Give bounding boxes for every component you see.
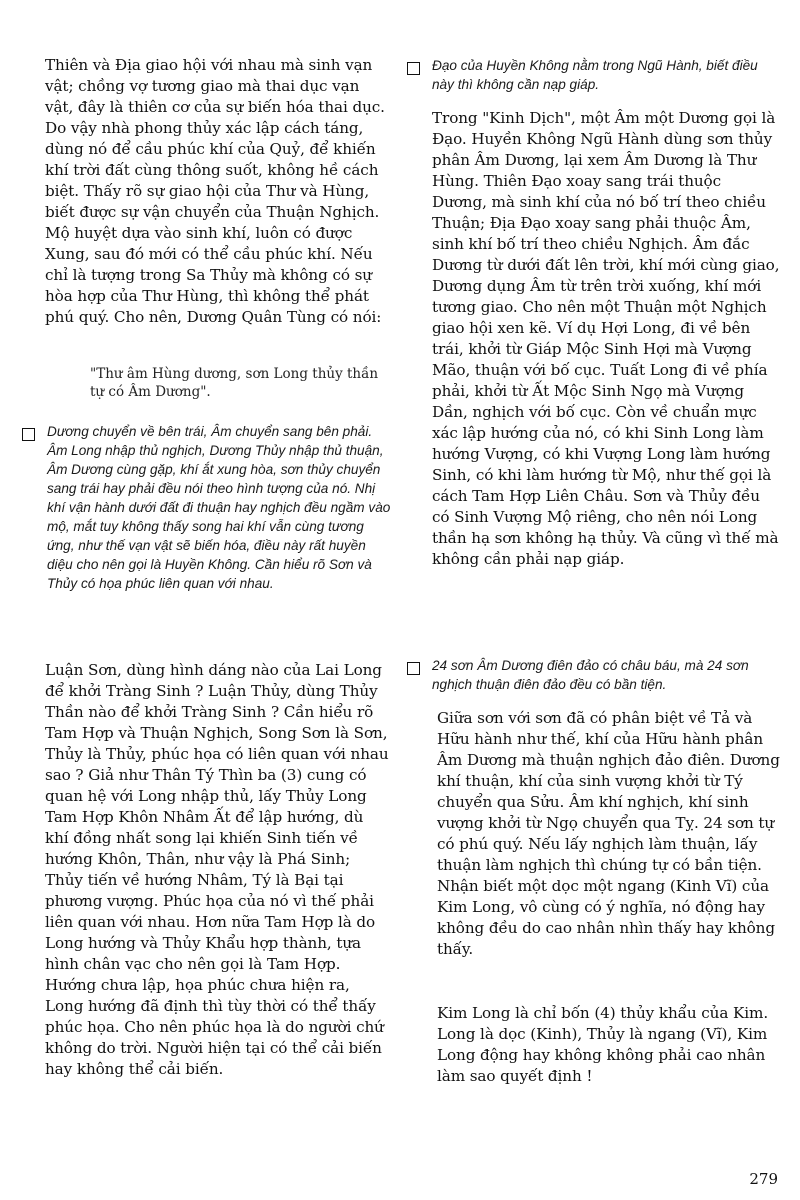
paragraph-luan-son: Luận Sơn, dùng hình dáng nào của Lai Long để khởi Tràng Sinh ? Luận Thủy, dùng Thủy Thần nào để khởi Tràng Sinh ? Cần hiểu rõ Tam Hợp và Thuận Nghịch, Song Sơn là Sơn, Thủy là Thủy, phúc họa có liên quan với nhau sao ? Giả như Thân Tý Thìn ba (3) cung có quan hệ với Long nhập thủ, lấy Thủy Long Tam Hợp Khôn Nhâm Ất để lập hướng, dù khí đồng nhất song lại khiến Sinh tiến về hướng Khôn, Thân, như vậy là Phá Sinh; Thủy tiến về hướng Nhâm, Tý là Bại tại phương vượng. Phúc họa của nó vì thế phải liên quan với nhau. Hơn nữa Tam Hợp là do Long hướng và Thủy Khẩu hợp thành, tựa hình chân vạc cho nên gọi là Tam Hợp. Hướng chưa lập, họa phúc chưa hiện ra, Long hướng đã định thì tùy thời có thể thấy phúc họa. Cho nên phúc họa là do người chứ không do trời. Người hiện tại có thể cải biến hay không thể cải biến. [45,661,389,1078]
paragraph-kim-long: Kim Long là chỉ bốn (4) thủy khẩu của Kim. Long là dọc (Kinh), Thủy là ngang (Vĩ), Kim Long động hay không không phải cao nhân làm sao quyết định ! [437,1004,769,1085]
page-number: 279 [749,1170,778,1188]
note-huyen-khong: Đạo của Huyền Không nằm trong Ngũ Hành, biết điều này thì không cần nạp giáp. [432,58,758,92]
checkbox-bullet-icon [407,662,420,675]
paragraph-giua-son: Giữa sơn với sơn đã có phân biệt về Tả và Hữu hành như thế, khí của Hữu hành phân Âm Dương mà thuận nghịch đảo điên. Dương khí thuận, khí của sinh vượng khởi từ Tý chuyển qua Sửu. Âm khí nghịch, khí sinh vượng khởi từ Ngọ chuyển qua Tỵ. 24 sơn tự có phú quý. Nếu lấy nghịch làm thuận, lấy thuận làm nghịch thì chúng tự có bần tiện. Nhận biết một dọc một ngang (Kinh Vĩ) của Kim Long, vô cùng có ý nghĩa, nó động hay không đều do cao nhân nhìn thấy hay không thấy. [437,709,780,958]
paragraph-thien-dia: Thiên và Địa giao hội với nhau mà sinh vạn vật; chồng vợ tương giao mà thai dục vạn vật, đây là thiên cơ của sự biến hóa thai dục. Do vậy nhà phong thủy xác lập cách táng, dùng nó để cầu phúc khí của Quỷ, để khiến khí trời đất cùng thông suốt, không hề cách biệt. Thấy rõ sự giao hội của Thư và Hùng, biết được sự vận chuyển của Thuận Nghịch. Mộ huyệt dựa vào sinh khí, luôn có được Xung, sau đó mới có thể cầu phúc khí. Nếu chỉ là tượng trong Sa Thủy mà không có sự hòa hợp của Thư Hùng, thì không thể phát phú quý. Cho nên, Dương Quân Tùng có nói: [45,56,385,326]
note-24-son: 24 sơn Âm Dương điên đảo có châu báu, mà 24 sơn nghịch thuận điên đảo đều có bần tiện. [432,658,749,692]
note-duong-chuyen: Dương chuyển về bên trái, Âm chuyển sang bên phải. Âm Long nhập thủ nghịch, Dương Thủy nhập thủ thuận, Âm Dương cùng gặp, khí ắt xung hòa, sơn thủy chuyển sang trái hay phải đều nói theo hình tượng của nó. Nhị khí vận hành dưới đất đi thuận hay nghịch đều ngầm vào mộ, mắt tuy không thấy song hai khí vẫn cùng tương ứng, như thế vạn vật sẽ biến hóa, điều này rất huyền diệu cho nên gọi là Huyền Không. Cần hiểu rõ Sơn và Thủy có họa phúc liên quan với nhau. [47,424,391,591]
checkbox-bullet-icon [407,62,420,75]
checkbox-bullet-icon [22,428,35,441]
quote-duong-quan-tung: "Thư âm Hùng dương, sơn Long thủy thần tự có Âm Dương". [90,366,379,400]
paragraph-kinh-dich: Trong "Kinh Dịch", một Âm một Dương gọi là Đạo. Huyền Không Ngũ Hành dùng sơn thủy phân Âm Dương, lại xem Âm Dương là Thư Hùng. Thiên Đạo xoay sang trái thuộc Dương, mà sinh khí của nó bố trí theo chiều Thuận; Địa Đạo xoay sang phải thuộc Âm, sinh khí bố trí theo chiều Nghịch. Âm đắc Dương từ dưới đất lên trời, khí mới cùng giao, Dương dụng Âm từ trên trời xuống, khí mới tương giao. Cho nên một Thuận một Nghịch giao hội xen kẽ. Ví dụ Hợi Long, đi về bên trái, khởi từ Giáp Mộc Sinh Hợi mà Vượng Mão, thuận với bố cục. Tuất Long đi về phía phải, khởi từ Ất Mộc Sinh Ngọ mà Vượng Dần, nghịch với bố cục. Còn về chuẩn mực xác lập hướng của nó, có khi Sinh Long làm hướng Vượng, có khi Vượng Long làm hướng Sinh, có khi làm hướng từ Mộ, như thế gọi là cách Tam Hợp Liên Châu. Sơn và Thủy đều có Sinh Vượng Mộ riêng, cho nên nói Long thần hạ sơn không hạ thủy. Và cũng vì thế mà không cần phải nạp giáp. [432,109,780,568]
